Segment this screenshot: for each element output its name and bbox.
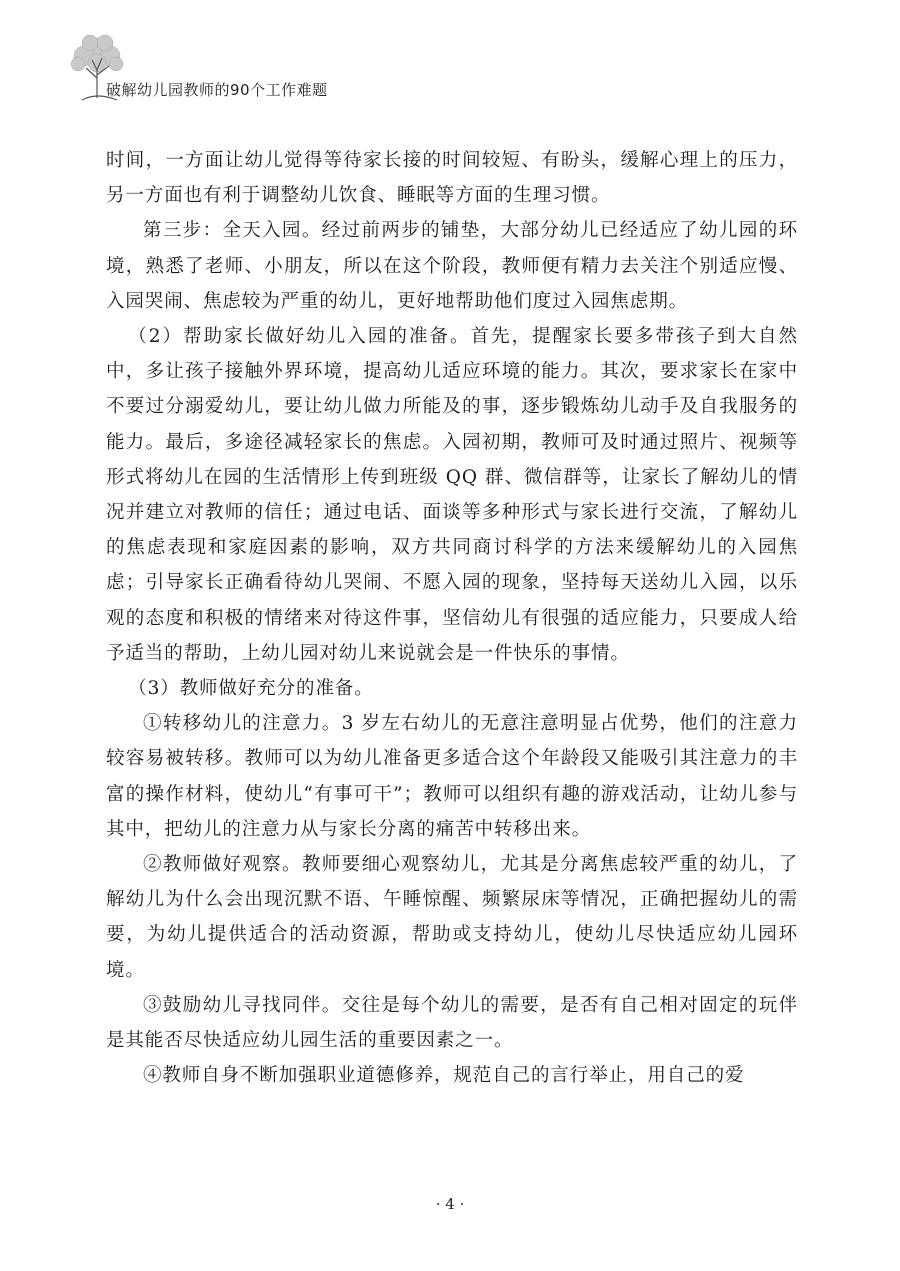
page-header	[62, 30, 462, 105]
paragraph: 第三步：全天入园。经过前两步的铺垫，大部分幼儿已经适应了幼儿园的环境，熟悉了老师、小朋友，所以在这个阶段，教师便有精力去关注个别适应慢、入园哭闹、焦虑较为严重的幼儿，更好地帮助他们度过入园焦虑期。	[106, 220, 798, 312]
paragraph: （2）帮助家长做好幼儿入园的准备。首先，提醒家长要多带孩子到大自然中，多让孩子接触外界环境，提高幼儿适应环境的能力。其次，要求家长在家中不要过分溺爱幼儿，要让幼儿做力所能及的事，逐步锻炼幼儿动手及自我服务的能力。最后，多途径减轻家长的焦虑。入园初期，教师可及时通过照片、视频等形式将幼儿在园的生活情形上传到班级 QQ 群、微信群等，让家长了解幼儿的情况并建立对教师的信任；通过电话、面谈等多种形式与家长进行交流，了解幼儿的焦虑表现和家庭因素的影响，双方共同商讨科学的方法来缓解幼儿的入园焦虑；引导家长正确看待幼儿哭闹、不愿入园的现象，坚持每天送幼儿入园，以乐观的态度和积极的情绪来对待这件事，坚信幼儿有很强的适应能力，只要成人给予适当的帮助，上幼儿园对幼儿来说就会是一件快乐的事情。	[106, 326, 798, 664]
section-heading: （3）教师做好充分的准备。	[128, 678, 374, 700]
paragraph: ④教师自身不断加强职业道德修养，规范自己的言行举止，用自己的爱	[143, 1065, 745, 1087]
running-header-title: 破解幼儿园教师的90个工作难题	[106, 81, 328, 99]
paragraph: ①转移幼儿的注意力。3 岁左右幼儿的无意注意明显占优势，他们的注意力较容易被转移。教师可以为幼儿准备更多适合这个年龄段又能吸引其注意力的丰富的操作材料，使幼儿“有事可干”；教师可以组织有趣的游戏活动，让幼儿参与其中，把幼儿的注意力从与家长分离的痛苦中转移出来。	[106, 713, 798, 840]
paragraph: ③鼓励幼儿寻找同伴。交往是每个幼儿的需要，是否有自己相对固定的玩伴是其能否尽快适应幼儿园生活的重要因素之一。	[106, 994, 798, 1052]
body-text	[106, 143, 798, 1093]
page-number: · 4 ·	[435, 1195, 465, 1213]
paragraph: 时间，一方面让幼儿觉得等待家长接的时间较短、有盼头，缓解心理上的压力，另一方面也有利于调整幼儿饮食、睡眠等方面的生理习惯。	[106, 150, 798, 207]
paragraph: ②教师做好观察。教师要细心观察幼儿，尤其是分离焦虑较严重的幼儿，了解幼儿为什么会出现沉默不语、午睡惊醒、频繁尿床等情况，正确把握幼儿的需要，为幼儿提供适合的活动资源，帮助或支持幼儿，使幼儿尽快适应幼儿园环境。	[106, 854, 798, 981]
